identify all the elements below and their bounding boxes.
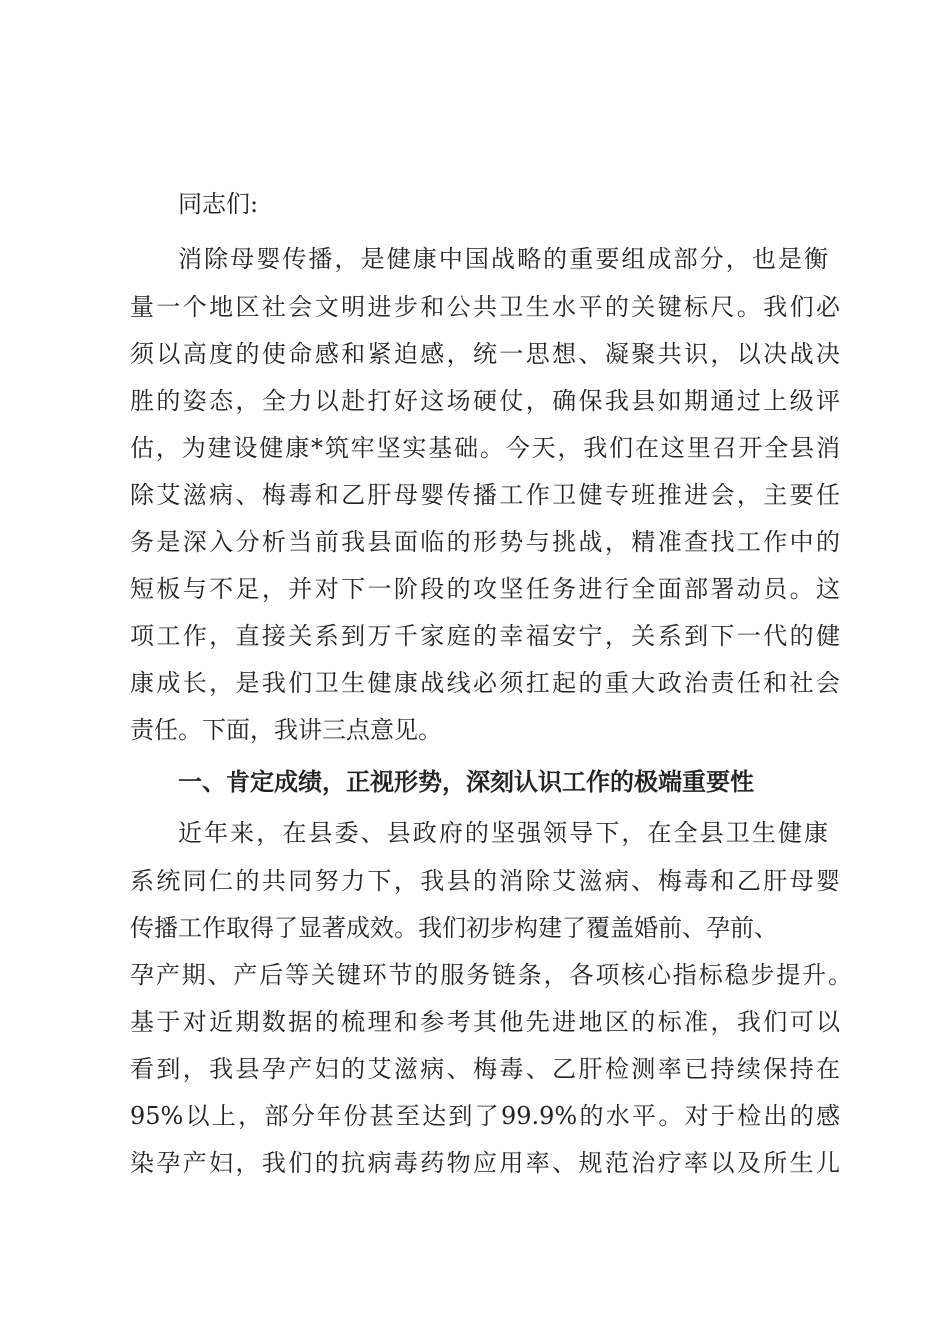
paragraph-2-line-4: 孕产期、产后等关键环节的服务链条，各项核心指标稳步提升。 bbox=[130, 961, 852, 989]
paragraph-1-line-9: 项工作，直接关系到万千家庭的幸福安宁，关系到下一代的健 bbox=[130, 622, 840, 650]
paragraph-2-line-1: 近年来，在县委、县政府的坚强领导下，在全县卫生健康 bbox=[178, 819, 828, 847]
paragraph-1-line-8: 短板与不足，并对下一阶段的攻坚任务进行全面部署动员。这 bbox=[130, 575, 840, 603]
paragraph-2-line-7: 95%以上，部分年份甚至达到了99.9%的水平。对于检出的感 bbox=[130, 1102, 840, 1130]
paragraph-2-line-8: 染孕产妇，我们的抗病毒药物应用率、规范治疗率以及所生儿 bbox=[130, 1149, 840, 1177]
paragraph-1-line-6: 除艾滋病、梅毒和乙肝母婴传播工作卫健专班推进会，主要任 bbox=[130, 481, 840, 509]
paragraph-1-line-5: 估，为建设健康*筑牢坚实基础。今天，我们在这里召开全县消 bbox=[130, 434, 840, 462]
paragraph-1-line-1: 消除母婴传播，是健康中国战略的重要组成部分，也是衡 bbox=[178, 245, 828, 273]
paragraph-2-line-2: 系统同仁的共同努力下，我县的消除艾滋病、梅毒和乙肝母婴 bbox=[130, 867, 840, 895]
paragraph-1-line-3: 须以高度的使命感和紧迫感，统一思想、凝聚共识，以决战决 bbox=[130, 340, 840, 368]
paragraph-1-line-7: 务是深入分析当前我县面临的形势与挑战，精准查找工作中的 bbox=[130, 528, 840, 556]
paragraph-1-line-11: 责任。下面，我讲三点意见。 bbox=[130, 716, 442, 744]
paragraph-1-line-10: 康成长，是我们卫生健康战线必须扛起的重大政治责任和社会 bbox=[130, 669, 840, 697]
section-heading-1: 一、肯定成绩，正视形势，深刻认识工作的极端重要性 bbox=[178, 767, 754, 796]
paragraph-2-line-3: 传播工作取得了显著成效。我们初步构建了覆盖婚前、孕前、 bbox=[130, 914, 778, 942]
paragraph-1-line-2: 量一个地区社会文明进步和公共卫生水平的关键标尺。我们必 bbox=[130, 293, 840, 321]
paragraph-2-line-5: 基于对近期数据的梳理和参考其他先进地区的标准，我们可以 bbox=[130, 1008, 840, 1036]
paragraph-1-line-4: 胜的姿态，全力以赴打好这场硬仗，确保我县如期通过上级评 bbox=[130, 387, 840, 415]
salutation: 同志们: bbox=[178, 190, 259, 218]
paragraph-2-line-6: 看到，我县孕产妇的艾滋病、梅毒、乙肝检测率已持续保持在 bbox=[130, 1055, 840, 1083]
